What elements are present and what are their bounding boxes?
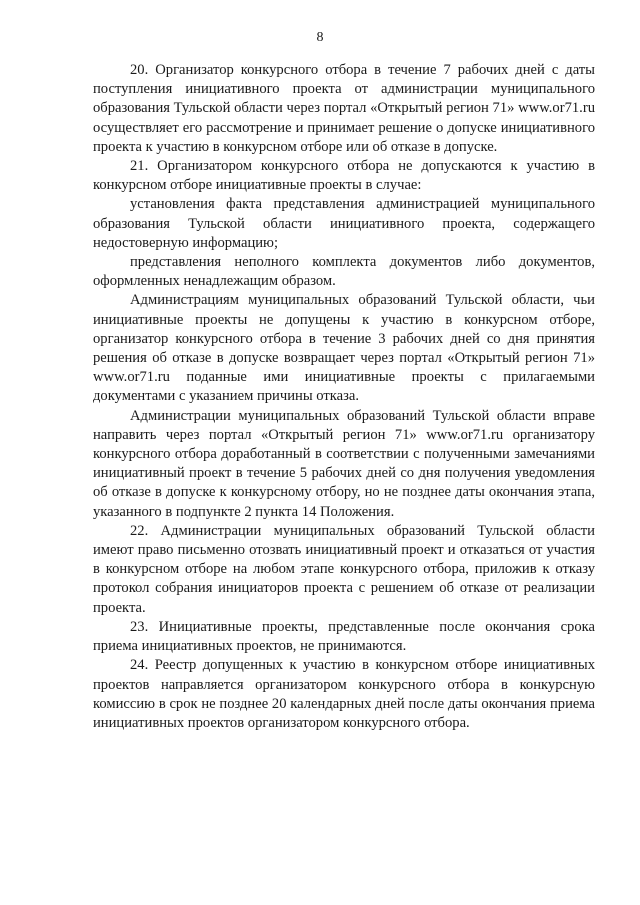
page-number: 8 [316,30,324,45]
paragraph-resubmit-projects: Администрации муниципальных образований Тульской области вправе направить через портал «Открытый регион 71» www.or71.ru организатору конкурсного отбора доработанный в соответствии с полученными замечаниями инициативный проект в течение 5 рабочих дней со дня получения уведомления об отказе в допуске к конкурсному отбору, но не позднее даты окончания этапа, указанного в подпункте 2 пункта 14 Положения. [93,407,595,520]
paragraph-item-21: 21. Организатором конкурсного отбора не допускаются к участию в конкурсном отборе инициативные проекты в случае: [93,158,595,194]
paragraph-subitem-incomplete-docs: представления неполного комплекта документов либо документов, оформленных ненадлежащим образом. [93,254,595,290]
paragraph-return-projects: Администрациям муниципальных образований Тульской области, чьи инициативные проекты не допущены к участию в конкурсном отборе, организатор конкурсного отбора в течение 3 рабочих дней со дня принятия решения об отказе в допуске возвращает через портал «Открытый регион 71» www.or71.ru поданные ими инициативные проекты с прилагаемыми документами с указанием причины отказа. [93,292,595,405]
paragraph-item-20: 20. Организатор конкурсного отбора в течение 7 рабочих дней с даты поступления инициативного проекта от администрации муниципального образования Тульской области через портал «Открытый регион 71» www.or71.ru осуществляет его рассмотрение и принимает решение о допуске инициативного проекта к участию в конкурсном отборе или об отказе в допуске. [93,62,595,155]
paragraph-item-23: 23. Инициативные проекты, представленные после окончания срока приема инициативных проектов, не принимаются. [93,618,595,655]
document-body [93,61,595,733]
paragraph-subitem-false-info: установления факта представления администрацией муниципального образования Тульской области инициативного проекта, содержащего недостоверную информацию; [93,196,595,251]
paragraph-item-22: 22. Администрации муниципальных образований Тульской области имеют право письменно отозвать инициативный проект и отказаться от участия в конкурсном отборе на любом этапе конкурсного отбора, приложив к отказу протокол собрания инициаторов проекта с решением об отказе от реализации проекта. [93,522,595,616]
paragraph-item-24: 24. Реестр допущенных к участию в конкурсном отборе инициативных проектов направляется организатором конкурсного отбора в конкурсную комиссию в срок не позднее 20 календарных дней после даты окончания приема инициативных проектов организатором конкурсного отбора. [93,657,595,731]
